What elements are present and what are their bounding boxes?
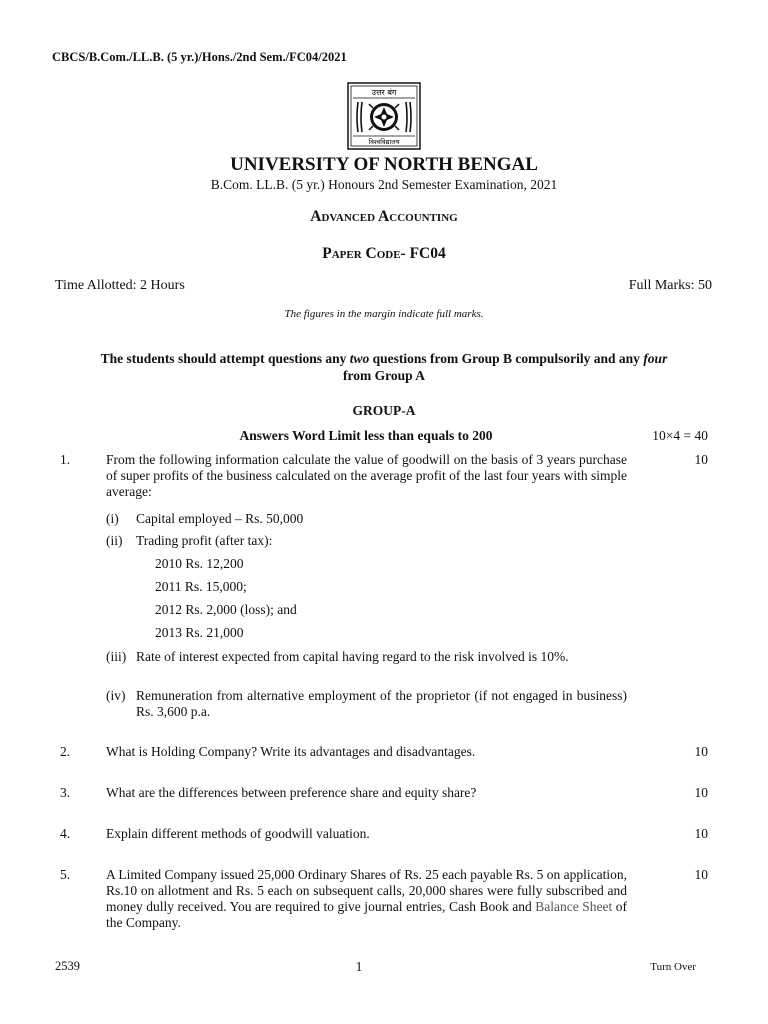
sub-item: (iv) Remuneration from alternative employment of the proprietor (if not engaged in business) Rs. 3,600 p.a. (106, 688, 627, 719)
question-marks: 10 (694, 452, 708, 467)
turn-over: Turn Over (650, 961, 696, 973)
margin-note: The figures in the margin indicate full marks. (284, 308, 484, 320)
paper-code-line: CBCS/B.Com./LL.B. (5 yr.)/Hons./2nd Sem./FC04/2021 (52, 50, 347, 64)
question-number: 5. (60, 867, 71, 882)
subject-title: Advanced Accounting (310, 208, 458, 225)
sub-item: (iii) Rate of interest expected from capital having regard to the risk involved is 10%. (106, 649, 569, 664)
question-marks: 10 (694, 785, 708, 800)
question-marks: 10 (694, 744, 708, 759)
page-number: 1 (355, 959, 363, 974)
time-allotted: Time Allotted: 2 Hours (55, 278, 185, 293)
balance-sheet-link[interactable]: Balance Sheet (535, 899, 613, 914)
sub-item: (i) Capital employed – Rs. 50,000 (106, 511, 304, 526)
seal-bottom-text: विश्वविद्यालय (368, 138, 400, 146)
question-number: 2. (60, 744, 71, 759)
word-limit: Answers Word Limit less than equals to 200 (239, 428, 493, 443)
question-marks: 10 (694, 867, 708, 882)
full-marks: Full Marks: 50 (628, 278, 712, 293)
question-number: 4. (60, 826, 71, 841)
question-text: What are the differences between preference share and equity share? (106, 785, 477, 800)
university-seal-icon (347, 82, 421, 150)
profit-year: 2011 Rs. 15,000; (155, 579, 247, 594)
question-text: What is Holding Company? Write its advantages and disadvantages. (106, 744, 476, 759)
university-name: UNIVERSITY OF NORTH BENGAL (230, 154, 538, 175)
exam-title: B.Com. LL.B. (5 yr.) Honours 2nd Semester Examination, 2021 (210, 177, 558, 192)
question-number: 3. (60, 785, 71, 800)
question-text: A Limited Company issued 25,000 Ordinary Shares of Rs. 25 each payable Rs. 5 on application, Rs.10 on allotment and Rs. 5 each on subsequent calls, 20,000 shares were fully subscribed and money dully received. You are required to give journal entries, Cash Book and Balance Sheet of the Company. (106, 867, 627, 930)
question-text: From the following information calculate the value of goodwill on the basis of 3 years purchase of super profits of the business calculated on the average profit of the last four years with simple average: (106, 452, 627, 499)
paper-code-title: Paper Code- FC04 (322, 245, 446, 262)
profit-year: 2013 Rs. 21,000 (155, 625, 244, 640)
footer-code: 2539 (55, 959, 80, 973)
seal-top-text: उत्तर बंग (371, 88, 397, 97)
group-a-marks: 10×4 = 40 (652, 428, 708, 443)
question-number: 1. (60, 452, 71, 467)
question-text: Explain different methods of goodwill valuation. (106, 826, 370, 841)
sub-item: (ii) Trading profit (after tax): (106, 533, 273, 548)
profit-year: 2012 Rs. 2,000 (loss); and (155, 602, 297, 617)
profit-year: 2010 Rs. 12,200 (155, 556, 244, 571)
question-marks: 10 (694, 826, 708, 841)
group-a-title: GROUP-A (352, 403, 416, 418)
instructions: The students should attempt questions any two questions from Group B compulsorily and any four from Group A (100, 351, 668, 383)
